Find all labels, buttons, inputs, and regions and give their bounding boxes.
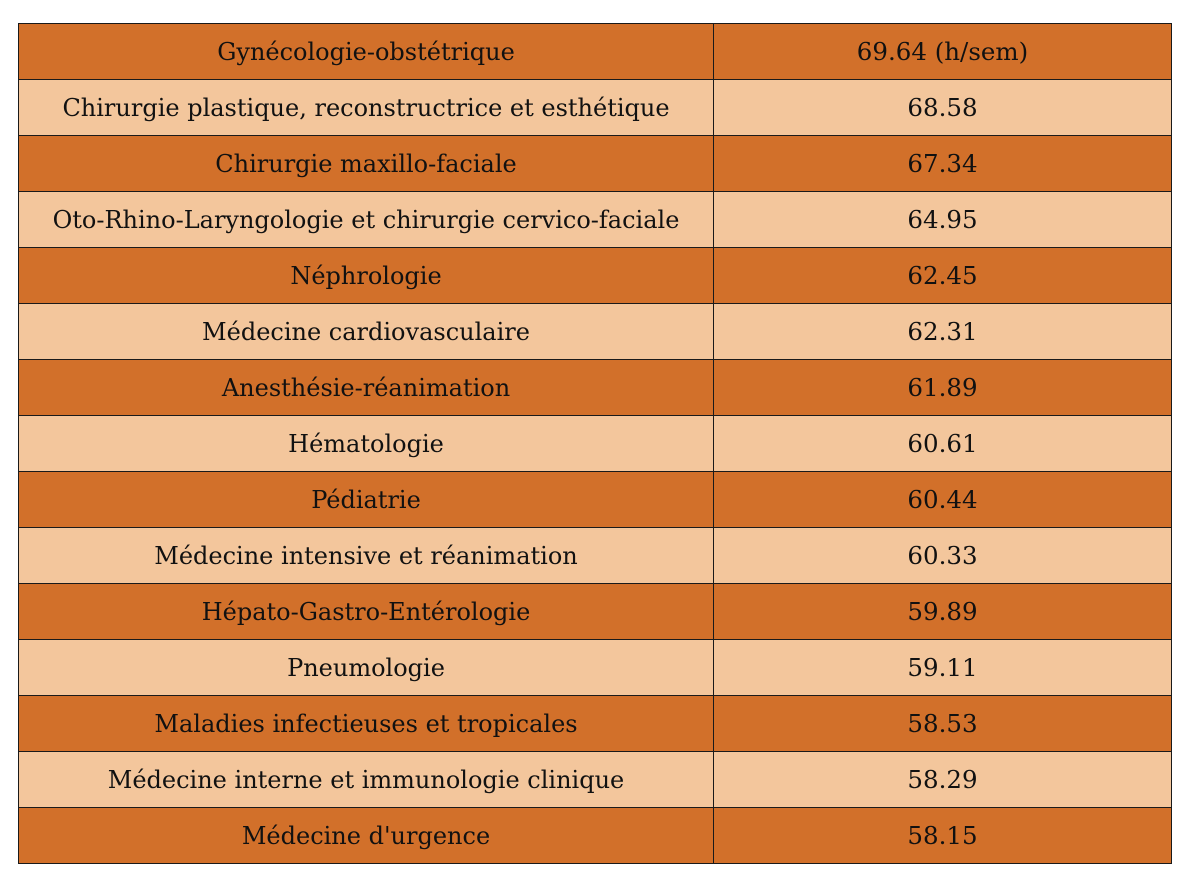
specialty-cell: Oto-Rhino-Laryngologie et chirurgie cervico-faciale [19,192,714,248]
table-row [19,24,1172,80]
hours-cell: 67.34 [714,136,1172,192]
table-row [19,304,1172,360]
table-row [19,192,1172,248]
table-row [19,248,1172,304]
hours-cell: 62.45 [714,248,1172,304]
hours-cell: 59.11 [714,640,1172,696]
table-row [19,696,1172,752]
hours-cell: 61.89 [714,360,1172,416]
specialty-cell: Néphrologie [19,248,714,304]
hours-cell: 60.44 [714,472,1172,528]
table-row [19,640,1172,696]
table-row [19,584,1172,640]
specialty-cell: Pédiatrie [19,472,714,528]
hours-cell: 68.58 [714,80,1172,136]
table-row [19,80,1172,136]
table-row [19,752,1172,808]
table-row [19,136,1172,192]
table-row [19,472,1172,528]
specialty-hours-table [18,23,1172,864]
specialty-cell: Médecine interne et immunologie clinique [19,752,714,808]
hours-cell: 62.31 [714,304,1172,360]
hours-cell: 69.64 (h/sem) [714,24,1172,80]
table-body [19,24,1172,864]
specialty-cell: Anesthésie-réanimation [19,360,714,416]
specialty-hours-table-container [18,23,1171,864]
hours-cell: 59.89 [714,584,1172,640]
table-row [19,528,1172,584]
specialty-cell: Chirurgie maxillo-faciale [19,136,714,192]
table-row [19,808,1172,864]
hours-cell: 58.53 [714,696,1172,752]
specialty-cell: Hématologie [19,416,714,472]
specialty-cell: Pneumologie [19,640,714,696]
specialty-cell: Chirurgie plastique, reconstructrice et esthétique [19,80,714,136]
specialty-cell: Médecine cardiovasculaire [19,304,714,360]
specialty-cell: Médecine intensive et réanimation [19,528,714,584]
hours-cell: 60.61 [714,416,1172,472]
specialty-cell: Maladies infectieuses et tropicales [19,696,714,752]
specialty-cell: Gynécologie-obstétrique [19,24,714,80]
specialty-cell: Hépato-Gastro-Entérologie [19,584,714,640]
table-row [19,360,1172,416]
hours-cell: 58.15 [714,808,1172,864]
table-row [19,416,1172,472]
hours-cell: 58.29 [714,752,1172,808]
hours-cell: 60.33 [714,528,1172,584]
specialty-cell: Médecine d'urgence [19,808,714,864]
hours-cell: 64.95 [714,192,1172,248]
